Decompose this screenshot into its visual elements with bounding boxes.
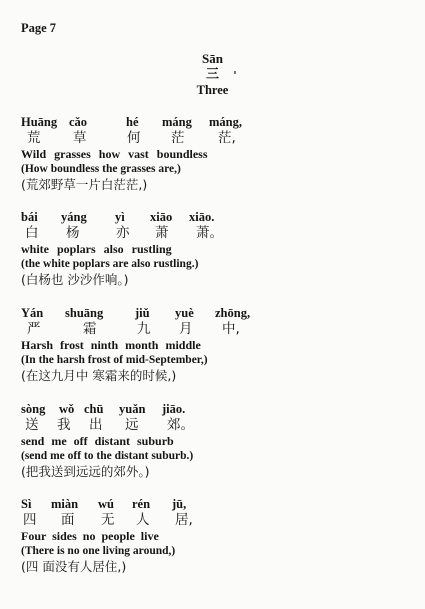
pinyin-syllable: rén [132,497,151,511]
pinyin-syllable: yuǎn [119,402,146,416]
pinyin-syllable: cǎo [69,115,88,129]
hanzi-char: 四 [23,512,37,528]
hanzi-char: 中, [222,321,240,337]
modern-chinese: (荒郊野草一片白茫茫,) [21,177,148,192]
hanzi-char: 茫 [171,130,185,146]
pinyin-syllable: máng, [209,115,242,129]
pinyin-syllable: jiāo. [162,402,186,416]
hanzi-char: 送 [25,417,39,433]
modern-chinese: (四 面没有人居住,) [21,559,127,574]
pinyin-syllable: Sì [21,497,32,511]
english-translation: (There is no one living around,) [21,545,176,557]
pinyin-syllable: Huāng [21,115,58,129]
word-gloss: white poplars also rustling [21,242,172,256]
hanzi-char: 无 [101,512,115,528]
hanzi-char: 九 [137,321,151,337]
hanzi-char: 茫, [218,130,236,146]
hanzi-char: 我 [57,417,71,433]
pinyin-syllable: chū [84,402,104,416]
hanzi-char: 荒 [27,130,41,146]
hanzi-char: 面 [61,512,75,528]
modern-chinese: (白杨也 沙沙作响。) [21,272,129,287]
pinyin-syllable: miàn [51,497,79,511]
hanzi-char: 居, [175,512,193,528]
word-gloss: Wild grasses how vast boundless [21,147,208,161]
pinyin-syllable: Yán [21,306,44,320]
hanzi-char: 白 [25,225,39,241]
english-translation: (In the harsh frost of mid-September,) [21,354,208,366]
pinyin-syllable: sòng [21,402,46,416]
hanzi-char: 人 [136,512,150,528]
pinyin-syllable: zhōng, [215,306,251,320]
pinyin-syllable: jiǔ [135,306,150,320]
word-gloss: Four sides no people live [21,529,159,543]
pinyin-syllable: máng [162,115,192,129]
hanzi-char: 何 [127,130,141,146]
pinyin-syllable: yáng [61,210,87,224]
pinyin-syllable: bái [21,210,38,224]
hanzi-char: 严 [27,321,41,337]
hanzi-char: 霜 [83,321,97,337]
modern-chinese: (把我送到远远的郊外。) [21,464,150,479]
pinyin-syllable: hé [126,115,139,129]
hanzi-char: 亦 [116,225,130,241]
pinyin-syllable: shuāng [65,306,104,320]
pinyin-syllable: xiāo. [189,210,215,224]
english-translation: (send me off to the distant suburb.) [21,450,194,462]
hanzi-char: 草 [73,130,87,146]
hanzi-char: 郊。 [167,417,194,433]
pinyin-syllable: yuè [175,306,194,320]
pinyin-syllable: wǒ [59,402,75,416]
poem-title-english: Three [196,83,229,97]
word-gloss: send me off distant suburb [21,434,174,448]
scan-speck [234,71,236,74]
page-number: Page 7 [21,21,57,35]
word-gloss: Harsh frost ninth month middle [21,338,201,352]
modern-chinese: (在这九月中 寒霜来的时候,) [21,368,177,383]
hanzi-char: 萧。 [196,225,223,241]
english-translation: (How boundless the grasses are,) [21,163,181,175]
pinyin-syllable: jū, [172,497,187,511]
english-translation: (the white poplars are also rustling.) [21,258,199,270]
hanzi-char: 萧 [155,225,169,241]
hanzi-char: 远 [125,417,139,433]
hanzi-char: 出 [89,417,103,433]
poem-title-pinyin: Sān [202,51,223,66]
hanzi-char: 杨 [66,225,80,241]
hanzi-char: 月 [179,321,193,337]
poem-title-hanzi: 三 [205,67,219,82]
pinyin-syllable: wú [98,497,114,511]
pinyin-syllable: yì [115,210,125,224]
pinyin-syllable: xiāo [150,210,173,224]
